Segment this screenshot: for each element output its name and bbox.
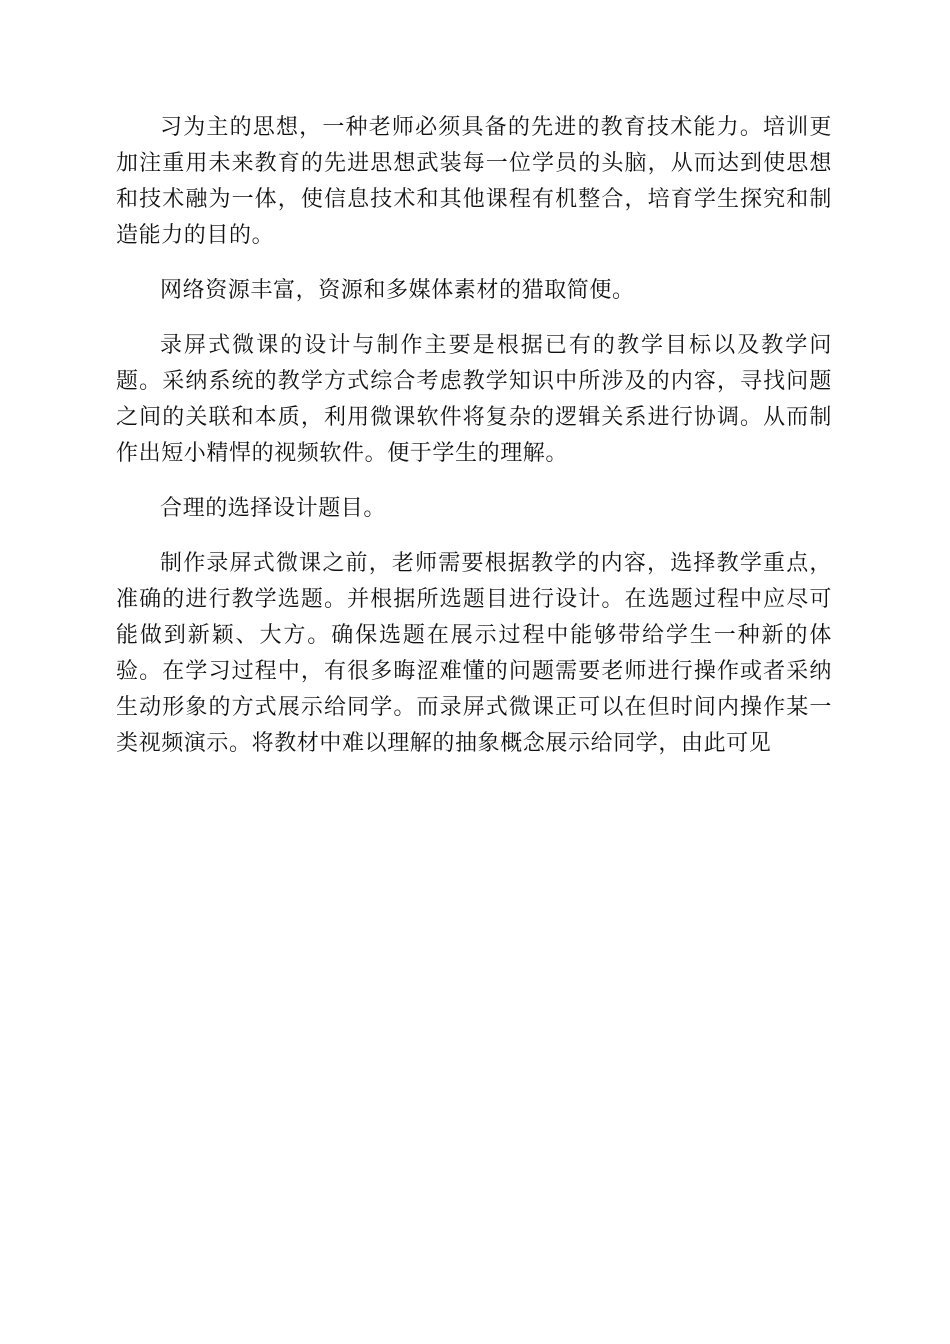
paragraph-3: 录屏式微课的设计与制作主要是根据已有的教学目标以及教学问题。采纳系统的教学方式综合考虑教学知识中所涉及的内容，寻找问题之间的关联和本质，利用微课软件将复杂的逻辑关系进行协调。从而制作出短小精悍的视频软件。便于学生的理解。 (116, 333, 832, 466)
paragraph-2: 网络资源丰富，资源和多媒体素材的猎取简便。 (160, 278, 635, 303)
paragraph-4: 合理的选择设计题目。 (160, 496, 387, 521)
document-body (116, 110, 832, 781)
paragraph-1: 习为主的思想，一种老师必须具备的先进的教育技术能力。培训更加注重用未来教育的先进思想武装每一位学员的头脑，从而达到使思想和技术融为一体，使信息技术和其他课程有机整合，培育学生探究和制造能力的目的。 (116, 115, 832, 248)
paragraph-5: 制作录屏式微课之前，老师需要根据教学的内容，选择教学重点，准确的进行教学选题。并根据所选题目进行设计。在选题过程中应尽可能做到新颖、大方。确保选题在展示过程中能够带给学生一种新的体验。在学习过程中，有很多晦涩难懂的问题需要老师进行操作或者采纳生动形象的方式展示给同学。而录屏式微课正可以在但时间内操作某一类视频演示。将教材中难以理解的抽象概念展示给同学，由此可见 (116, 551, 832, 756)
